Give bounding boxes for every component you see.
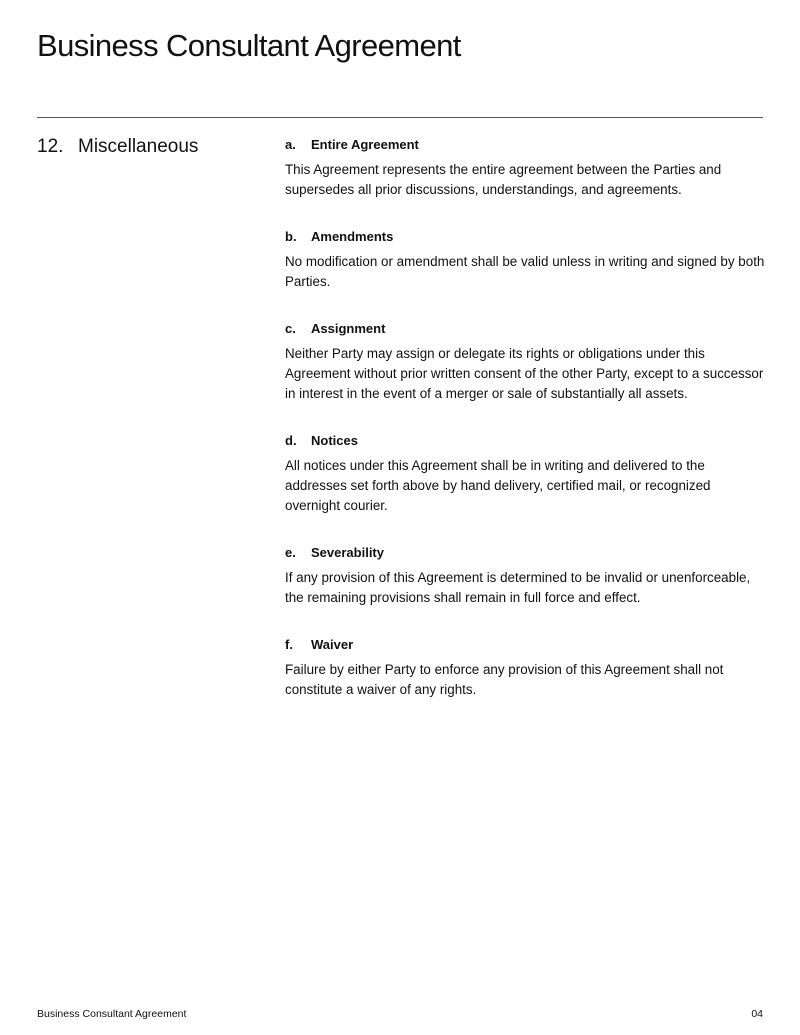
clause-heading: Assignment bbox=[311, 321, 386, 336]
clause-heading: Entire Agreement bbox=[311, 137, 419, 152]
clause-letter: d. bbox=[285, 433, 297, 448]
divider bbox=[37, 117, 763, 118]
clause-assignment bbox=[285, 321, 765, 404]
page-number: 04 bbox=[751, 1008, 763, 1020]
clause-heading: Waiver bbox=[311, 637, 354, 652]
clause-severability bbox=[285, 545, 765, 608]
clause-body: Failure by either Party to enforce any provision of this Agreement shall not constitute a waiver of any rights. bbox=[285, 662, 724, 697]
clause-body: This Agreement represents the entire agreement between the Parties and supersedes all prior discussions, understandings, and agreements. bbox=[285, 162, 722, 197]
clause-heading: Notices bbox=[311, 433, 358, 448]
page-title: Business Consultant Agreement bbox=[37, 28, 461, 63]
clause-letter: c. bbox=[285, 321, 296, 336]
clause-waiver bbox=[285, 637, 765, 700]
section-title: Miscellaneous bbox=[78, 136, 199, 157]
clause-entire-agreement bbox=[285, 137, 765, 200]
section-number: 12. bbox=[37, 136, 64, 157]
clause-list bbox=[285, 137, 765, 729]
clause-notices bbox=[285, 433, 765, 516]
clause-letter: b. bbox=[285, 229, 297, 244]
clause-letter: f. bbox=[285, 637, 293, 652]
clause-body: If any provision of this Agreement is determined to be invalid or unenforceable, the remaining provisions shall remain in full force and effect. bbox=[285, 570, 751, 605]
clause-letter: a. bbox=[285, 137, 296, 152]
clause-letter: e. bbox=[285, 545, 296, 560]
clause-heading: Severability bbox=[311, 545, 384, 560]
clause-body: All notices under this Agreement shall be in writing and delivered to the addresses set forth above by hand delivery, certified mail, or recognized overnight courier. bbox=[285, 458, 711, 513]
footer-title: Business Consultant Agreement bbox=[37, 1008, 187, 1020]
clause-body: Neither Party may assign or delegate its rights or obligations under this Agreement without prior written consent of the other Party, except to a successor in interest in the event of a merger or sale of substantially all assets. bbox=[285, 346, 764, 401]
clause-body: No modification or amendment shall be valid unless in writing and signed by both Parties. bbox=[285, 254, 765, 289]
clause-heading: Amendments bbox=[311, 229, 394, 244]
clause-amendments bbox=[285, 229, 765, 292]
